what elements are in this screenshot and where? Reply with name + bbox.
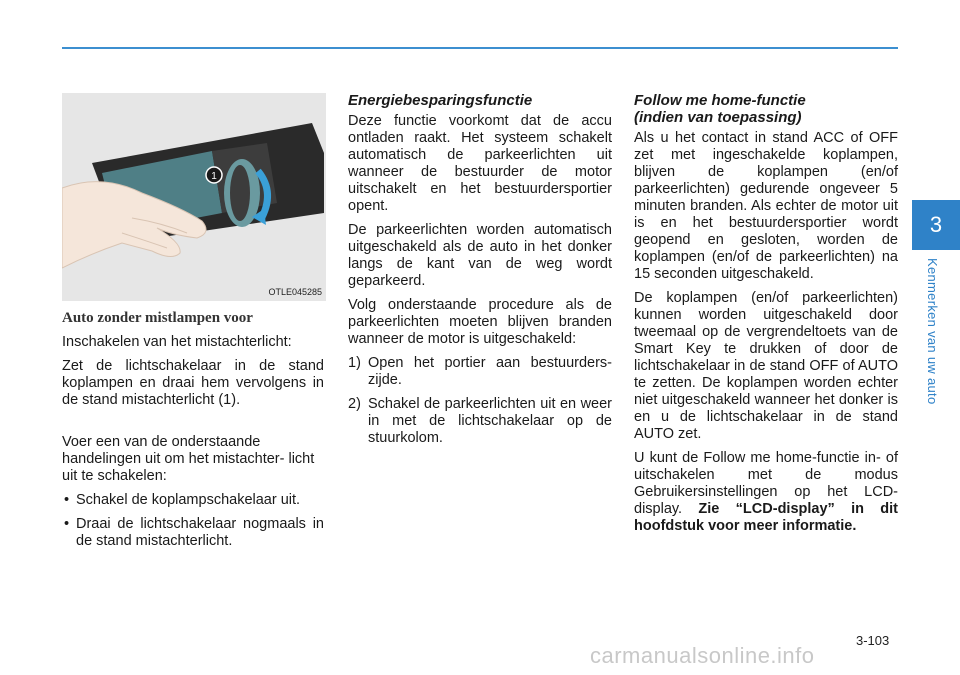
paragraph: U kunt de Follow me home-functie in- of uitschakelen met de modus Gebruikersinstellingen op het LCD- display. Zie “LCD-display” in dit hoofdstuk voor meer informatie.	[634, 450, 899, 534]
column-left	[62, 310, 324, 557]
watermark: carmanualsonline.info	[590, 643, 815, 668]
header-rule	[62, 47, 898, 49]
section-heading-fog-light: Auto zonder mistlampen voor	[62, 310, 253, 326]
list-item: 1) Open het portier aan bestuurders- zijde.	[348, 355, 612, 388]
list-item: • Draai de lichtschakelaar nogmaals in de stand mistachterlicht.	[62, 516, 324, 550]
section-heading-follow-me-home: Follow me home-functie (indien van toepassing)	[634, 92, 806, 126]
list-item: 2) Schakel de parkeerlichten uit en weer in met de lichtschakelaar op de stuurkolom.	[348, 396, 612, 446]
chapter-side-title: Kenmerken van uw auto	[925, 258, 940, 405]
page-number: 3-103	[856, 633, 890, 648]
paragraph: Deze functie voorkomt dat de accu ontladen raakt. Het systeem schakelt automatisch de parkeerlichten uit wanneer de bestuurder de motor uitschakelt en het bestuurdersportier opent.	[348, 113, 612, 214]
paragraph: Als u het contact in stand ACC of OFF zet met ingeschakelde koplampen, blijven de koplampen (en/of parkeerlichten) gedurende ongeveer 5 minuten branden. Als echter de motor uit is en het bestuurdersportier wordt geopend en gesloten, worden de koplampen (en/of de parkeerlichten) na 15 seconden uitgeschakeld.	[634, 130, 898, 282]
figure-code: OTLE045285	[268, 287, 322, 297]
paragraph: Volg onderstaande procedure als de parkeerlichten moeten blijven branden wanneer de motor is uitgeschakeld:	[348, 297, 612, 347]
chapter-number-tab: 3	[912, 200, 960, 250]
column-middle	[348, 92, 612, 454]
paragraph: Zet de lichtschakelaar in de stand koplampen en draai hem vervolgens in de stand mistachterlicht (1).	[62, 358, 324, 408]
column-right	[634, 92, 898, 542]
paragraph: De koplampen (en/of parkeerlichten) kunnen worden uitgeschakeld door tweemaal op de vergrendeltoets van de Smart Key te drukken of door de lichtschakelaar in de stand OFF of AUTO te zetten. De koplampen worden echter niet uitgeschakeld wanneer het donker is en u de lichtschakelaar in de stand AUTO zet.	[634, 290, 898, 442]
paragraph: Inschakelen van het mistachterlicht:	[62, 334, 292, 350]
paragraph: Voer een van de onderstaande handelingen uit om het mistachter- licht uit te schakelen:	[62, 434, 315, 484]
callout-1: 1	[211, 171, 217, 182]
light-switch-illustration	[62, 93, 326, 301]
list-item: • Schakel de koplampschakelaar uit.	[62, 492, 324, 509]
paragraph: De parkeerlichten worden automatisch uitgeschakeld als de auto in het donker langs de kant van de weg wordt geparkeerd.	[348, 222, 612, 289]
section-heading-energy-saving: Energiebesparingsfunctie	[348, 92, 533, 109]
